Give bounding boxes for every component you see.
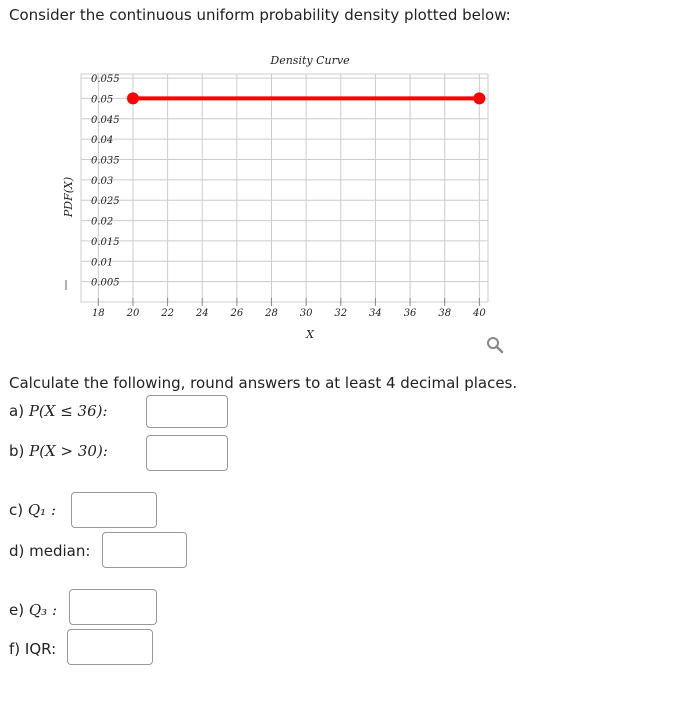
- y-tick-label: 0.03: [91, 175, 114, 187]
- answer-b-input[interactable]: [146, 435, 228, 471]
- x-tick-label: 36: [403, 308, 417, 319]
- x-axis-label: X: [306, 328, 314, 340]
- y-tick-label: 0.04: [91, 135, 114, 147]
- x-tick-label: 32: [334, 308, 348, 319]
- density-endpoint: [473, 92, 485, 104]
- y-axis-label: PDF(X): [62, 176, 75, 218]
- question-a: [9, 402, 108, 420]
- chart-title: Density Curve: [270, 54, 350, 67]
- question-d-prefix: d) median:: [9, 542, 91, 560]
- question-a-prefix: a): [9, 402, 29, 420]
- magnifier-icon[interactable]: [486, 336, 504, 358]
- x-tick-label: 28: [265, 308, 278, 319]
- x-tick-label: 22: [161, 308, 174, 319]
- answer-c-input[interactable]: [71, 492, 157, 528]
- question-c-expr: Q₁ :: [27, 501, 57, 519]
- question-b: [9, 442, 108, 460]
- x-tick-label: 34: [369, 308, 382, 319]
- x-tick-labels: [92, 308, 486, 319]
- y-tick-label: 0.01: [91, 257, 114, 269]
- x-tick-label: 30: [299, 308, 313, 319]
- question-b-prefix: b): [9, 442, 30, 460]
- y-tick-label: 0.035: [91, 155, 120, 167]
- question-d: [9, 542, 90, 560]
- y-tick-label: 0.055: [91, 74, 120, 86]
- y-tick-label: 0.005: [91, 277, 120, 289]
- answer-a-input[interactable]: [146, 395, 228, 428]
- question-f: [9, 640, 56, 658]
- y-tick-label: 0.02: [91, 216, 114, 228]
- question-a-expr: P(X ≤ 36):: [28, 402, 108, 420]
- answer-f-input[interactable]: [67, 629, 153, 665]
- question-e-expr: Q₃ :: [28, 601, 57, 619]
- y-tick-labels: [91, 74, 120, 289]
- x-tick-label: 18: [91, 308, 105, 319]
- x-tick-label: 40: [472, 308, 486, 319]
- question-f-prefix: f) IQR:: [9, 640, 57, 658]
- y-tick-label: 0.015: [91, 236, 120, 248]
- density-chart: [0, 40, 520, 340]
- plot-area: [81, 74, 488, 302]
- answer-e-input[interactable]: [69, 589, 157, 625]
- y-tick-label: 0.05: [91, 94, 114, 106]
- question-c-prefix: c): [9, 501, 28, 519]
- question-e: [9, 601, 57, 619]
- chart-grid: [81, 74, 488, 306]
- question-e-prefix: e): [9, 601, 29, 619]
- density-endpoint: [127, 92, 139, 104]
- x-tick-label: 26: [230, 308, 244, 319]
- x-tick-label: 38: [438, 308, 452, 319]
- x-tick-label: 20: [126, 308, 140, 319]
- instructions: Calculate the following, round answers to at least 4 decimal places.: [9, 374, 518, 392]
- question-c: [9, 501, 56, 519]
- y-tick-label: 0.025: [91, 196, 120, 208]
- problem-prompt: Consider the continuous uniform probability density plotted below:: [9, 6, 511, 24]
- x-tick-label: 24: [195, 308, 209, 319]
- question-b-expr: P(X > 30):: [29, 442, 108, 460]
- y-tick-label: 0.045: [91, 114, 120, 126]
- answer-d-input[interactable]: [102, 532, 187, 568]
